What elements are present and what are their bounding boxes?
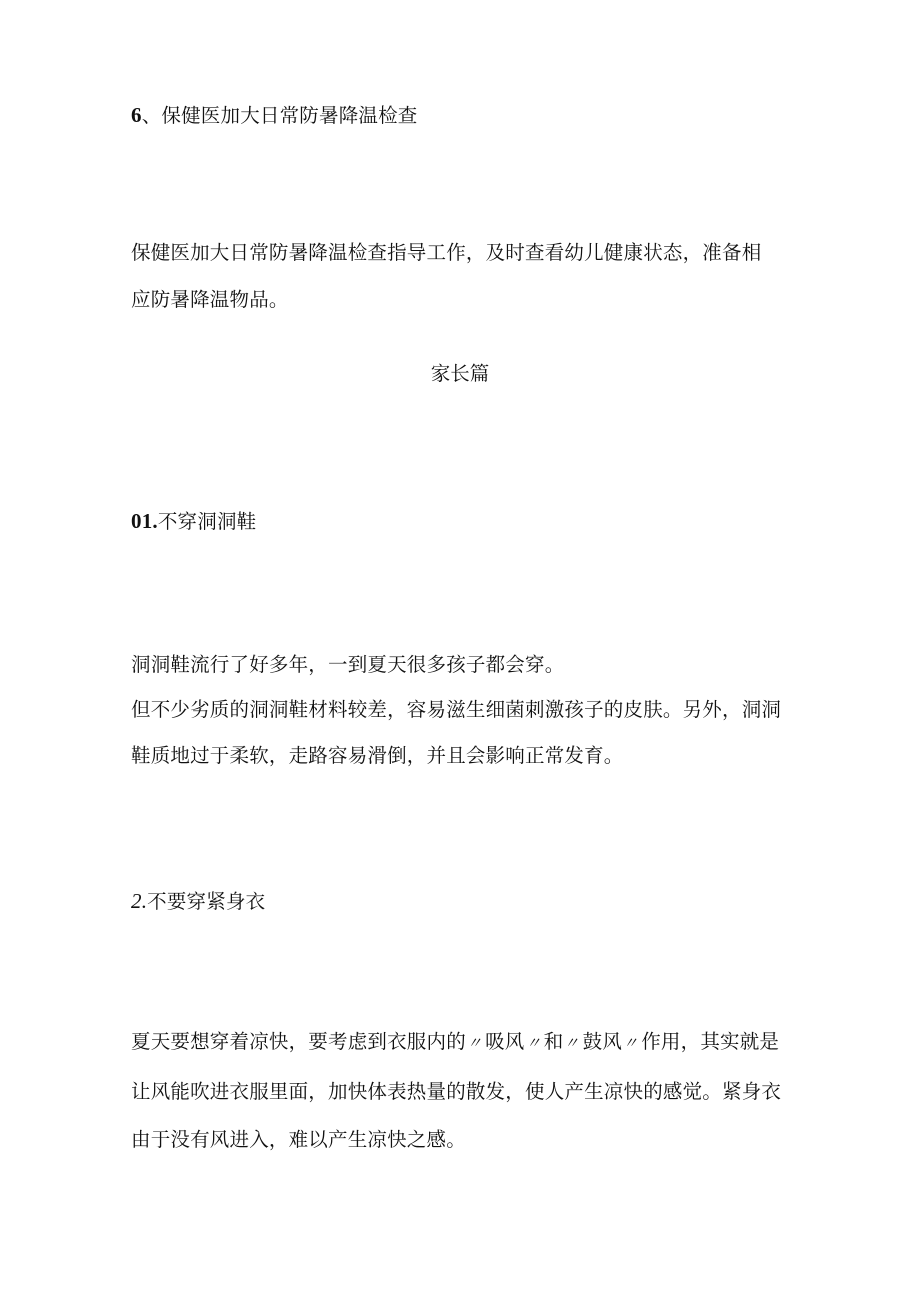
section-2-line-2: 让风能吹进衣服里面，加快体表热量的散发，使人产生凉快的感觉。紧身衣 (131, 1080, 782, 1103)
section-01-number: 01. (131, 509, 158, 533)
quote-mark: 〃 (524, 1034, 545, 1052)
section-2-line-1-part-b: 吸风 (485, 1030, 525, 1053)
section-01-line-2: 但不少劣质的洞洞鞋材料较差，容易滋生细菌刺激孩子的皮肤。另外，洞洞 (131, 698, 782, 721)
parent-section-heading: 家长篇 (430, 362, 490, 385)
section-2-line-1-part-a: 夏天要想穿着凉快，要考虑到衣服内的 (131, 1030, 466, 1053)
section-6-heading (131, 105, 418, 126)
section-2-heading (131, 891, 265, 912)
quote-mark: 〃 (563, 1034, 584, 1052)
section-2-line-1-part-d: 鼓风 (582, 1030, 623, 1053)
quote-mark: 〃 (621, 1034, 642, 1052)
section-6-paragraph-line-2: 应防暑降温物品。 (131, 288, 289, 311)
section-01-line-3: 鞋质地过于柔软，走路容易滑倒，并且会影响正常发育。 (131, 744, 624, 767)
section-01-title: 不穿洞洞鞋 (157, 510, 257, 533)
section-6-title: 、保健医加大日常防暑降温检查 (141, 104, 418, 127)
section-01-heading (131, 511, 256, 532)
section-2-title: 不要穿紧身衣 (147, 890, 266, 913)
section-2-line-1-part-e: 作用，其实就是 (641, 1030, 780, 1053)
section-01-line-1: 洞洞鞋流行了好多年，一到夏天很多孩子都会穿。 (131, 653, 565, 676)
section-6-paragraph-line-1: 保健医加大日常防暑降温检查指导工作，及时查看幼儿健康状态，准备相 (131, 241, 762, 264)
section-2-line-1 (131, 1032, 779, 1052)
section-2-line-1-part-c: 和 (543, 1030, 564, 1053)
section-2-number: 2. (131, 889, 148, 913)
quote-mark: 〃 (465, 1034, 486, 1052)
section-6-number: 6 (131, 103, 142, 127)
section-2-line-3: 由于没有风进入，难以产生凉快之感。 (131, 1128, 466, 1151)
